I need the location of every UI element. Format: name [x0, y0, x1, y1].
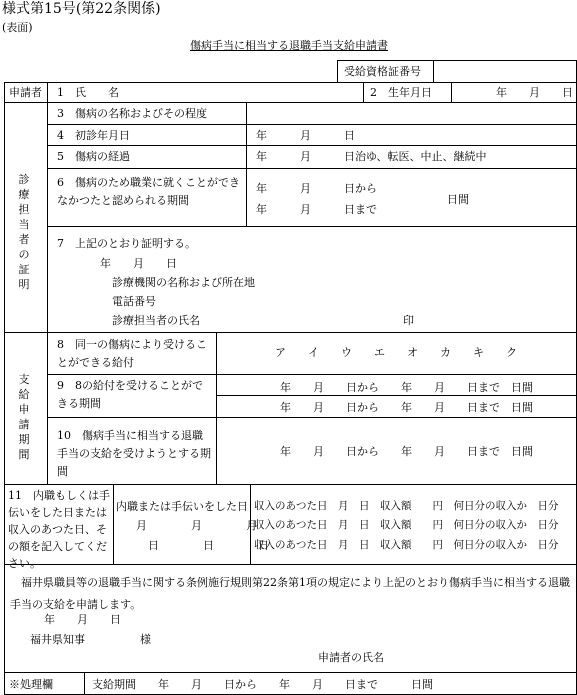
side-job-months[interactable]: 月 月 月 [136, 519, 257, 532]
unable-period-to[interactable]: 年 月 日まで [256, 203, 377, 216]
request-period[interactable]: 年 月 日から 年 月 日まで 日間 [280, 445, 533, 458]
application-date[interactable]: 年 月 日 [44, 613, 121, 626]
disease-field[interactable] [250, 104, 574, 122]
birth-date-value[interactable]: 年 月 日 [496, 86, 573, 99]
form-side: (表面) [2, 21, 33, 34]
income-row-3[interactable]: 収入のあつた日 月 日 収入額 円 何日分の収入か 日分 [254, 539, 559, 551]
applicant-label: 申請者 [9, 86, 42, 99]
doctor-name-label: 診療担当者の氏名 [112, 314, 200, 327]
name-label: 氏 名 [75, 86, 119, 99]
side-job-days[interactable]: 日 日 日 [148, 539, 269, 552]
certify-date[interactable]: 年 月 日 [100, 257, 177, 270]
row-number-2: 2 [370, 86, 377, 99]
form-title: 傷病手当に相当する退職手当支給申請書 [190, 39, 388, 52]
row-4-label: 4 初診年月日 [57, 129, 130, 142]
office-payment-period: 支給期間 年 月 日から 年 月 日まで 日間 [92, 678, 433, 691]
row-5-label: 5 傷病の経過 [57, 150, 130, 163]
benefit-options[interactable]: ア イ ウ エ オ カ キ ク [275, 346, 517, 359]
row-10-label: 10 傷病手当に相当する退職手当の支給を受けようとする期間 [57, 429, 211, 478]
governor-addressee: 福井県知事 様 [30, 633, 151, 646]
row-6-label: 6 傷病のため職業に就くことができなかつたと認められる期間 [57, 176, 240, 207]
form-number: 様式第15号(第22条関係) [2, 1, 161, 17]
progress-value[interactable]: 年 月 日治ゆ、転医、中止、継続中 [256, 150, 487, 163]
benefit-period-1[interactable]: 年 月 日から 年 月 日まで 日間 [280, 381, 533, 394]
office-use-label: ※処理欄 [9, 678, 53, 691]
row-8-label: 8 同一の傷病により受けることができる給付 [57, 338, 207, 369]
row-number-1: 1 [57, 86, 64, 99]
phone-label: 電話番号 [112, 295, 156, 308]
unable-period-from[interactable]: 年 月 日から [256, 182, 377, 195]
benefit-period-2[interactable]: 年 月 日から 年 月 日まで 日間 [280, 401, 533, 414]
unable-period-days[interactable]: 日間 [447, 193, 469, 206]
applicant-name-label: 申請者の氏名 [318, 651, 384, 664]
cert-no-field[interactable] [436, 62, 574, 81]
row-7-label: 7 上記のとおり証明する。 [57, 237, 196, 250]
payment-section-label: 支給申請期間 [18, 373, 30, 461]
row-3-label: 3 傷病の名称およびその程度 [57, 107, 207, 120]
seal-mark: 印 [403, 314, 414, 327]
row-11-label: 11 内職もしくは手伝いをした日または収入のあつた日、その額を記入してください。 [8, 489, 110, 570]
doctor-section-label: 診療担当者の証明 [18, 173, 30, 291]
institution-label: 診療機関の名称および所在地 [112, 276, 255, 289]
first-visit-date[interactable]: 年 月 日 [256, 129, 355, 142]
declaration-text: 福井県職員等の退職手当に関する条例施行規則第22条第1項の規定により上記のとおり傷病手当に相当する退職手当の支給を申請します。 [10, 576, 570, 611]
row-9-label: 9 8の給付を受けることができる期間 [57, 379, 203, 410]
applicant-name-field[interactable] [140, 84, 360, 101]
income-row-2[interactable]: 収入のあつた日 月 日 収入額 円 何日分の収入か 日分 [254, 519, 559, 531]
income-row-1[interactable]: 収入のあつた日 月 日 収入額 円 何日分の収入か 日分 [254, 500, 559, 512]
cert-no-label: 受給資格証番号 [344, 65, 421, 78]
birth-label: 生年月日 [388, 86, 432, 99]
side-job-header: 内職または手伝いをした日 [116, 500, 248, 513]
